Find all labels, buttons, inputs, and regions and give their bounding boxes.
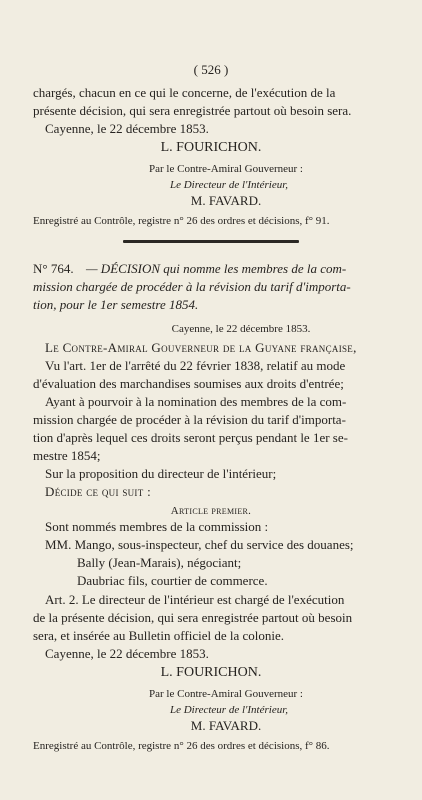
director-name: M. FAVARD. (190, 718, 262, 733)
dateline: Cayenne, le 22 décembre 1853. (171, 323, 311, 335)
body-line: mission chargée de procéder à la révision du tarif d'importa- (33, 412, 346, 427)
signer: L. FOURICHON. (160, 140, 262, 155)
director-title: Le Directeur de l'Intérieur, (169, 704, 289, 716)
registration-note: Enregistré au Contrôle, registre n° 26 des ordres et décisions, f° 86. (33, 740, 330, 752)
separator-rule (123, 240, 299, 243)
body-line: tion d'après lequel ces droits seront perçus pendant le 1er se- (33, 430, 348, 445)
body-line: Sur la proposition du directeur de l'intérieur; (45, 466, 277, 481)
registration-note: Enregistré au Contrôle, registre n° 26 des ordres et décisions, f° 91. (33, 215, 330, 227)
member-line: Bally (Jean-Marais), négociant; (77, 555, 242, 570)
signer: L. FOURICHON. (160, 665, 262, 680)
member-line: Daubriac fils, courtier de commerce. (77, 573, 268, 588)
body-line: Ayant à pourvoir à la nomination des membres de la com- (45, 394, 347, 409)
article-line: Art. 2. Le directeur de l'intérieur est chargé de l'exécution (45, 592, 345, 607)
article-line: de la présente décision, qui sera enregistrée partout où besoin (33, 610, 353, 625)
body-line: Décide ce qui suit : (45, 484, 151, 499)
body-line: Le Contre-Amiral Gouverneur de la Guyane française, (45, 340, 357, 355)
director-name: M. FAVARD. (190, 193, 262, 208)
decision-title-line: tion, pour le 1er semestre 1854. (33, 297, 199, 312)
text-line: chargés, chacun en ce qui le concerne, de l'exécution de la (33, 85, 336, 100)
body-line: Vu l'art. 1er de l'arrêté du 22 février 1838, relatif au mode (45, 358, 346, 373)
body-line: d'évaluation des marchandises soumises aux droits d'entrée; (33, 376, 344, 391)
article-heading: Article premier. (170, 505, 252, 517)
by-line: Par le Contre-Amiral Gouverneur : (149, 163, 303, 175)
place-date: Cayenne, le 22 décembre 1853. (45, 646, 209, 661)
decision-number: N° 764. (33, 261, 74, 276)
page-number: ( 526 ) (193, 62, 229, 77)
body-line: mestre 1854; (33, 448, 101, 463)
article-line: sera, et insérée au Bulletin officiel de la colonie. (33, 628, 284, 643)
decision-title-line: mission chargée de procéder à la révision du tarif d'importa- (33, 279, 351, 294)
by-line: Par le Contre-Amiral Gouverneur : (149, 688, 303, 700)
member-line: MM. Mango, sous-inspecteur, chef du service des douanes; (45, 537, 354, 552)
place-date: Cayenne, le 22 décembre 1853. (45, 121, 209, 136)
decision-title-line: — DÉCISION qui nomme les membres de la com- (86, 261, 347, 276)
director-title: Le Directeur de l'Intérieur, (169, 179, 289, 191)
text-line: présente décision, qui sera enregistrée partout où besoin sera. (33, 103, 352, 118)
members-intro: Sont nommés membres de la commission : (45, 519, 269, 534)
